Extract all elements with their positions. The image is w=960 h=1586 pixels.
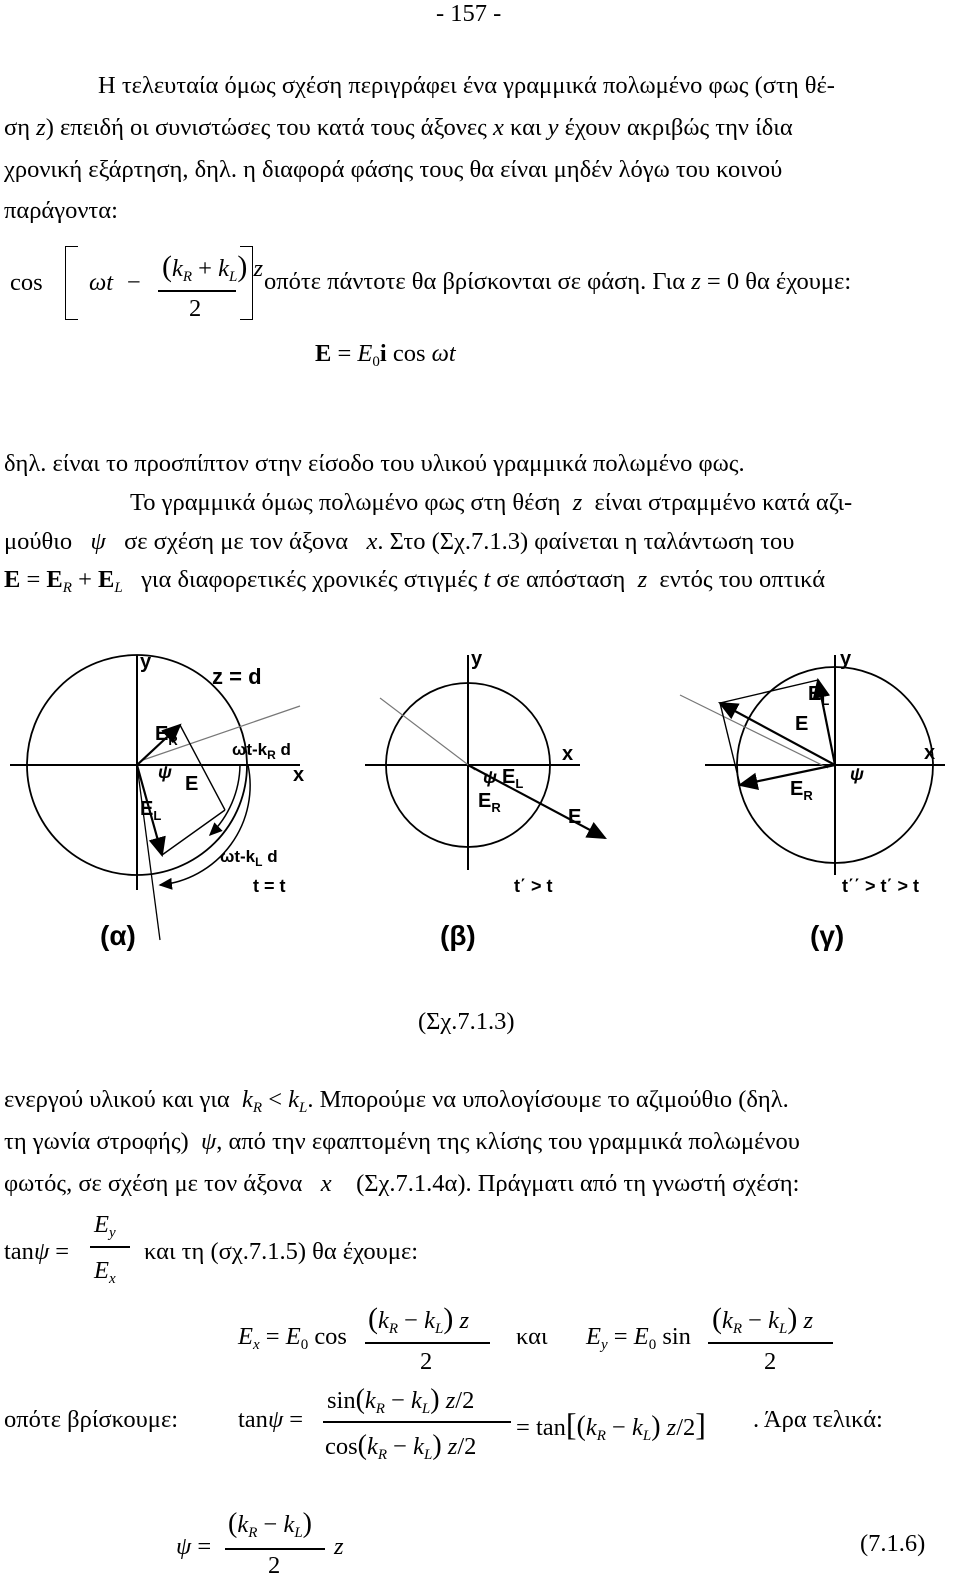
para2-text: σε απόσταση bbox=[496, 566, 626, 593]
axis-y-label: y bbox=[140, 651, 152, 673]
panel-b-el-label: $E_L$ bbox=[502, 766, 524, 791]
para2-text: μούθιο bbox=[4, 528, 73, 555]
panel-b bbox=[365, 648, 605, 951]
panel-a-label: (α) bbox=[100, 920, 136, 951]
para3-text: , από την εφαπτομένη της κλίσης του γραμμικά πολωμένου bbox=[216, 1128, 800, 1155]
para2-line2: μούθιο ψ σε σχέση με τον άξονα x. Στο (Σχ.7.1.3) φαίνεται η ταλάντωση του bbox=[4, 528, 795, 555]
incident-line: δηλ. είναι το προσπίπτον στην είσοδο του υλικού γραμμικά πολωμένο φως. bbox=[4, 450, 745, 477]
para1-line1: Η τελευταία όμως σχέση περιγράφει ένα γραμμικά πολωμένο φως (στη θέ- bbox=[98, 72, 835, 99]
para1-line4: παράγοντα: bbox=[4, 197, 118, 224]
para3-text: . Μπορούμε να υπολογίσουμε το αζιμούθιο (δηλ. bbox=[307, 1086, 789, 1113]
tan-psi-phrase: και τη (σχ.7.1.5) θα έχουμε: bbox=[144, 1238, 419, 1265]
para3-line3: φωτός, σε σχέση με τον άξονα x (Σχ.7.1.4α). Πράγματι από τη γνωστή σχέση: bbox=[4, 1170, 800, 1197]
cos-phrase-text: οπότε πάντοτε θα βρίσκονται σε φάση. Για bbox=[264, 268, 686, 295]
panel-c-time: t΄΄ > t΄ > t bbox=[842, 876, 919, 896]
figure-caption: (Σχ.7.1.3) bbox=[418, 1008, 515, 1035]
panel-b-e-label: E bbox=[568, 806, 582, 828]
para3-line1: ενεργού υλικού και για $k_R < k_L$. Μπορούμε να υπολογίσουμε το αζιμούθιο (δηλ. bbox=[4, 1086, 789, 1116]
para3-text: φωτός, σε σχέση με τον άξονα bbox=[4, 1170, 303, 1197]
and-word: και bbox=[516, 1323, 548, 1350]
therefore-phrase: οπότε βρίσκουμε: bbox=[4, 1406, 179, 1433]
equation-number: (7.1.6) bbox=[860, 1530, 926, 1557]
panel-c-label: (γ) bbox=[810, 920, 845, 951]
axis-y-label: y bbox=[840, 648, 852, 670]
para1-text: και bbox=[509, 114, 542, 141]
panel-c-el-label: $E_L$ bbox=[808, 683, 830, 708]
cos-phrase-end: θα έχουμε: bbox=[745, 268, 852, 295]
para3-text: ενεργού υλικού και για bbox=[4, 1086, 230, 1113]
para1-line2: ση z) επειδή οι συνιστώσες του κατά τους άξονες x και y έχουν ακριβώς την ίδια bbox=[4, 114, 793, 141]
para2-line3: $E = E_R + E_L$ για διαφορετικές χρονικές στιγμές t σε απόσταση z εντός του οπτικά bbox=[4, 566, 826, 596]
panel-c bbox=[680, 648, 945, 951]
finally-phrase: . Άρα τελικά: bbox=[753, 1406, 883, 1433]
panel-b-label: (β) bbox=[440, 920, 476, 951]
para1-line3: χρονική εξάρτηση, δηλ. η διαφορά φάσης τους θα είναι μηδέν λόγω του κοινού bbox=[4, 156, 783, 183]
panel-a-angle1: $\omega t-k_R$ d bbox=[232, 740, 291, 762]
page-number: - 157 - bbox=[436, 0, 502, 27]
para2-text: . Στο (Σχ.7.1.3) φαίνεται η ταλάντωση του bbox=[377, 528, 795, 555]
para2-text: σε σχέση με τον άξονα bbox=[124, 528, 349, 555]
panel-a-el-label: $E_L$ bbox=[140, 798, 162, 823]
para2-text: Το γραμμικά όμως πολωμένο φως στη θέση bbox=[130, 489, 561, 516]
para2-line1: Το γραμμικά όμως πολωμένο φως στη θέση z είναι στραμμένο κατά αζι- bbox=[130, 489, 853, 516]
para3-text: (Σχ.7.1.4α). Πράγματι από τη γνωστή σχέση: bbox=[356, 1170, 800, 1197]
panel-a-angle2: $\omega t-k_L$ d bbox=[220, 847, 278, 869]
panel-a-er-label: $E_R$ bbox=[155, 723, 178, 748]
axis-x-label: x bbox=[293, 764, 305, 786]
panel-a-z-label: z = d bbox=[212, 664, 262, 689]
panel-c-er-label: $E_R$ bbox=[790, 778, 813, 803]
para3-line2: τη γωνία στροφής) ψ, από την εφαπτομένη της κλίσης του γραμμικά πολωμένου bbox=[4, 1128, 800, 1155]
para2-text: για διαφορετικές χρονικές στιγμές bbox=[141, 566, 478, 593]
cos-phrase: οπότε πάντοτε θα βρίσκονται σε φάση. Για z = 0 θα έχουμε: bbox=[264, 268, 852, 295]
para2-text: είναι στραμμένο κατά αζι- bbox=[594, 489, 853, 516]
panel-c-e-label: E bbox=[795, 713, 809, 735]
panel-a-psi: ψ bbox=[158, 762, 172, 782]
panel-b-er-label: $E_R$ bbox=[478, 790, 501, 815]
equation-e-incident: $E = E_0i$ cos ωt bbox=[315, 340, 456, 370]
panel-c-psi: ψ bbox=[850, 764, 864, 784]
panel-b-psi: ψ bbox=[483, 767, 497, 787]
para2-text: εντός του οπτικά bbox=[659, 566, 826, 593]
panel-a-e-label: E bbox=[185, 773, 199, 795]
axis-x-label: x bbox=[924, 742, 936, 764]
axis-x-label: x bbox=[562, 743, 574, 765]
panel-a-time: t = t bbox=[253, 876, 286, 896]
para3-text: τη γωνία στροφής) bbox=[4, 1128, 189, 1155]
para1-text: έχουν ακριβώς την ίδια bbox=[564, 114, 793, 141]
panel-b-time: t΄ > t bbox=[514, 876, 553, 896]
panel-a bbox=[10, 651, 304, 951]
axis-y-label: y bbox=[471, 648, 483, 670]
para1-text: ) επειδή οι συνιστώσες του κατά τους άξονες bbox=[45, 114, 487, 141]
polarization-figure bbox=[0, 640, 960, 970]
para1-text: ση bbox=[4, 114, 31, 141]
